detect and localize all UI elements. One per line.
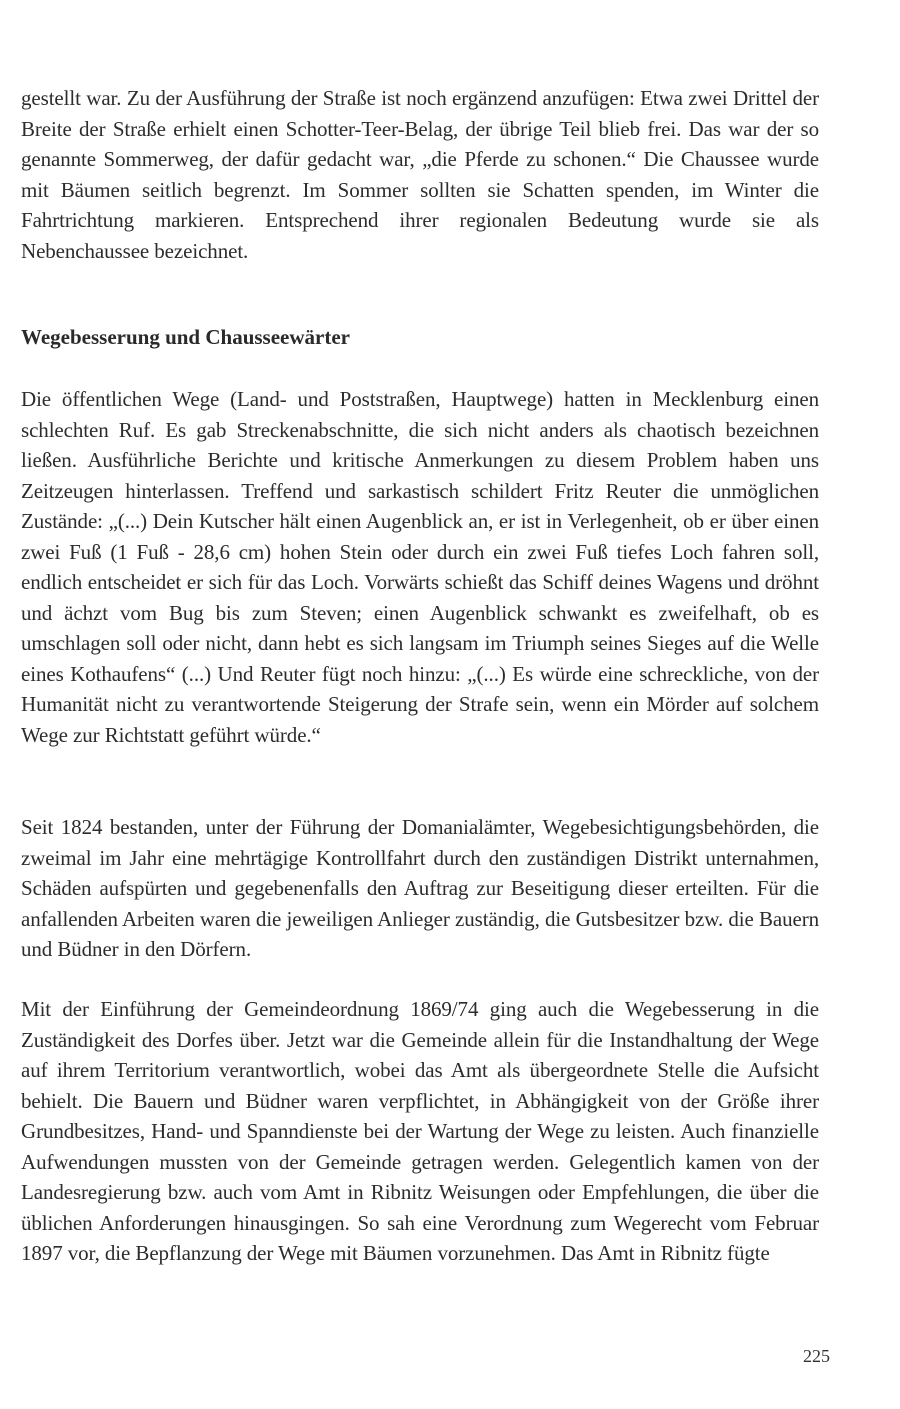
paragraph: Mit der Einführung der Gemeindeordnung 1869/74 ging auch die Wegebesserung in die Zuständigkeit des Dorfes über. Jetzt war die Gemeinde allein für die Instandhaltung der Wege auf ihrem Territorium verantwortlich, wobei das Amt als übergeordnete Stelle die Aufsicht behielt. Die Bauern und Büdner waren verpflichtet, in Abhängigkeit von der Größe ihrer Grundbesitzes, Hand- und Spanndienste bei der Wartung der Wege zu leisten. Auch finanzielle Aufwendungen mussten von der Gemeinde getragen werden. Gelegentlich kamen von der Landesregierung bzw. auch vom Amt in Ribnitz Weisungen oder Empfehlungen, die über die üblichen Anforderungen hinausgingen. So sah eine Verordnung zum Wegerecht vom Februar 1897 vor, die Bepflanzung der Wege mit Bäumen vorzunehmen. Das Amt in Ribnitz fügte (21, 997, 819, 1265)
paragraph-intro: gestellt war. Zu der Ausführung der Straße ist noch ergänzend anzufügen: Etwa zwei Drittel der Breite der Straße erhielt einen Schotter-Teer-Belag, der übrige Teil blieb frei. Das war der so genannte Sommerweg, der dafür gedacht war, „die Pferde zu schonen.“ Die Chaussee wurde mit Bäumen seitlich begrenzt. Im Sommer sollten sie Schatten spenden, im Winter die Fahrtrichtung markieren. Entsprechend ihrer regionalen Bedeutung wurde sie als Nebenchaussee bezeichnet. (21, 86, 819, 263)
paragraph: Seit 1824 bestanden, unter der Führung der Domanialämter, Wegebesichtigungsbehörden, die zweimal im Jahr eine mehrtägige Kontrollfahrt durch den zuständigen Distrikt unternahmen, Schäden aufspürten und gegebenenfalls den Auftrag zur Beseitigung dieser erteilten. Für die anfallenden Arbeiten waren die jeweiligen Anlieger zuständig, die Gutsbesitzer bzw. die Bauern und Büdner in den Dörfern. (21, 815, 819, 961)
page-number: 225 (803, 1346, 830, 1366)
section-heading: Wegebesserung und Chausseewärter (21, 325, 350, 349)
paragraph: Die öffentlichen Wege (Land- und Poststraßen, Hauptwege) hatten in Mecklenburg einen schlechten Ruf. Es gab Streckenabschnitte, die sich nicht anders als chaotisch bezeichnen ließen. Ausführliche Berichte und kritische Anmerkungen zu diesem Problem haben uns Zeitzeugen hinterlassen. Treffend und sarkastisch schildert Fritz Reuter die unmöglichen Zustände: „(...) Dein Kutscher hält einen Augenblick an, er ist in Verlegenheit, ob er über einen zwei Fuß (1 Fuß - 28,6 cm) hohen Stein oder durch ein zwei Fuß tiefes Loch fahren soll, endlich entscheidet er sich für das Loch. Vorwärts schießt das Schiff deines Wagens und dröhnt und ächzt vom Bug bis zum Steven; einen Augenblick schwankt es zweifelhaft, ob es umschlagen soll oder nicht, dann hebt es sich langsam im Triumph seines Sieges auf die Welle eines Kothaufens“ (...) Und Reuter fügt noch hinzu: „(...) Es würde eine schreckliche, von der Humanität nicht zu verantwortende Steigerung der Strafe sein, wenn ein Mörder auf solchem Wege zur Richtstatt geführt würde.“ (21, 387, 819, 747)
